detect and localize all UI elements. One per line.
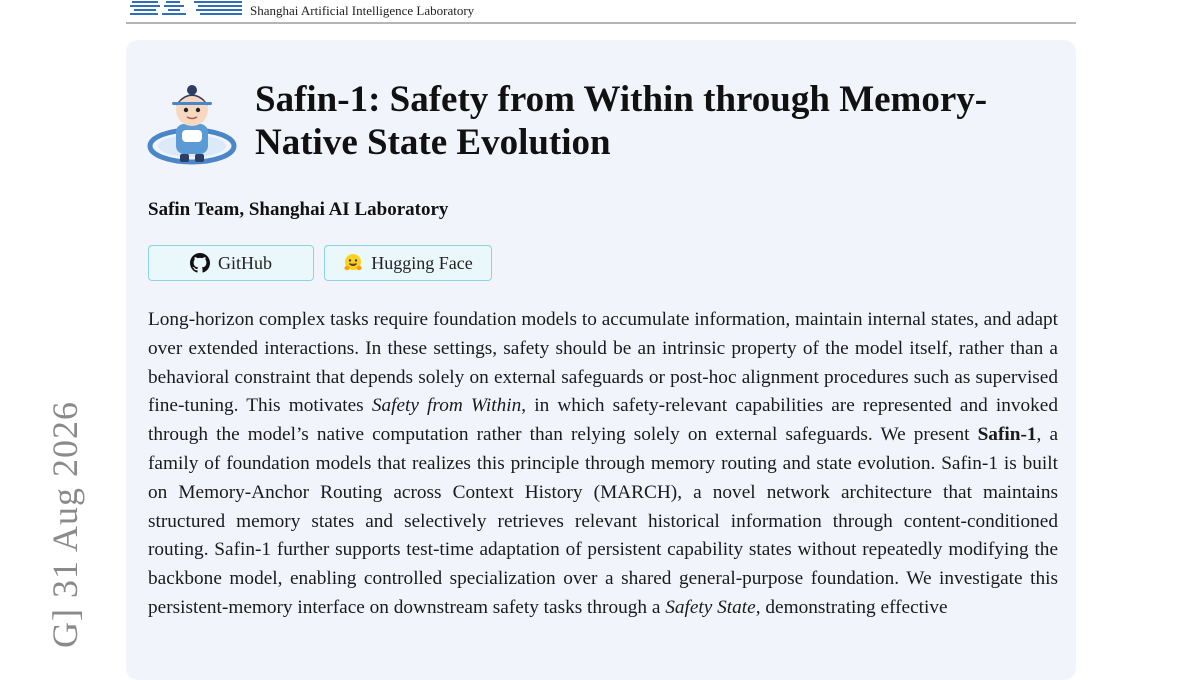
lab-header	[126, 0, 1076, 26]
lab-logo	[130, 0, 244, 16]
lab-name: Shanghai Artificial Intelligence Laboratory	[250, 3, 475, 18]
github-button-label: GitHub	[218, 252, 272, 273]
abstract	[148, 306, 1058, 623]
abstract-text-3: , a family of foundation models that realizes this principle through memory routing and state evolution. Safin-1 is built on Memory-Anchor Routing across Context History (MARCH), a novel network architecture that maintains structured memory states and selectively retrieves relevant historical information through content-conditioned routing. Safin-1 further supports test-time adaptation of persistent capability states without repeatedly modifying the backbone model, enabling controlled specialization over a shared general-purpose foundation. We investigate this persistent-memory interface on downstream safety tasks through a	[148, 424, 1058, 618]
hugging-face-button-label: Hugging Face	[371, 252, 473, 273]
hugging-face-icon	[343, 253, 363, 273]
paper-card	[126, 40, 1076, 680]
github-button[interactable]	[148, 245, 314, 281]
author-line: Safin Team, Shanghai AI Laboratory	[148, 199, 449, 220]
abstract-emphasis-safety-state: Safety State	[665, 596, 756, 618]
abstract-emphasis-safety-from-within: Safety from Within	[371, 395, 522, 417]
hugging-face-button[interactable]	[324, 245, 492, 281]
abstract-text-2: , in which safety-relevant capabilities are represented and invoked through the model’s native computation rather than relying solely on external safeguards. We present	[148, 395, 1059, 446]
abstract-text-4: , demonstrating effective	[755, 596, 948, 618]
abstract-model-name: Safin-1	[977, 424, 1037, 446]
arxiv-stamp: G] 31 Aug 2026	[45, 401, 85, 648]
mascot-logo-icon	[146, 80, 238, 168]
paper-title: Safin-1: Safety from Within through Memory-Native State Evolution	[255, 79, 988, 163]
abstract-text-1: Long-horizon complex tasks require foundation models to accumulate information, maintain internal states, and adapt over extended interactions. In these settings, safety should be an intrinsic property of the model itself, rather than a behavioral constraint that depends solely on external safeguards or post-hoc alignment procedures such as supervised fine-tuning. This motivates	[148, 309, 1058, 417]
header-divider	[126, 22, 1076, 24]
github-icon	[190, 253, 210, 273]
